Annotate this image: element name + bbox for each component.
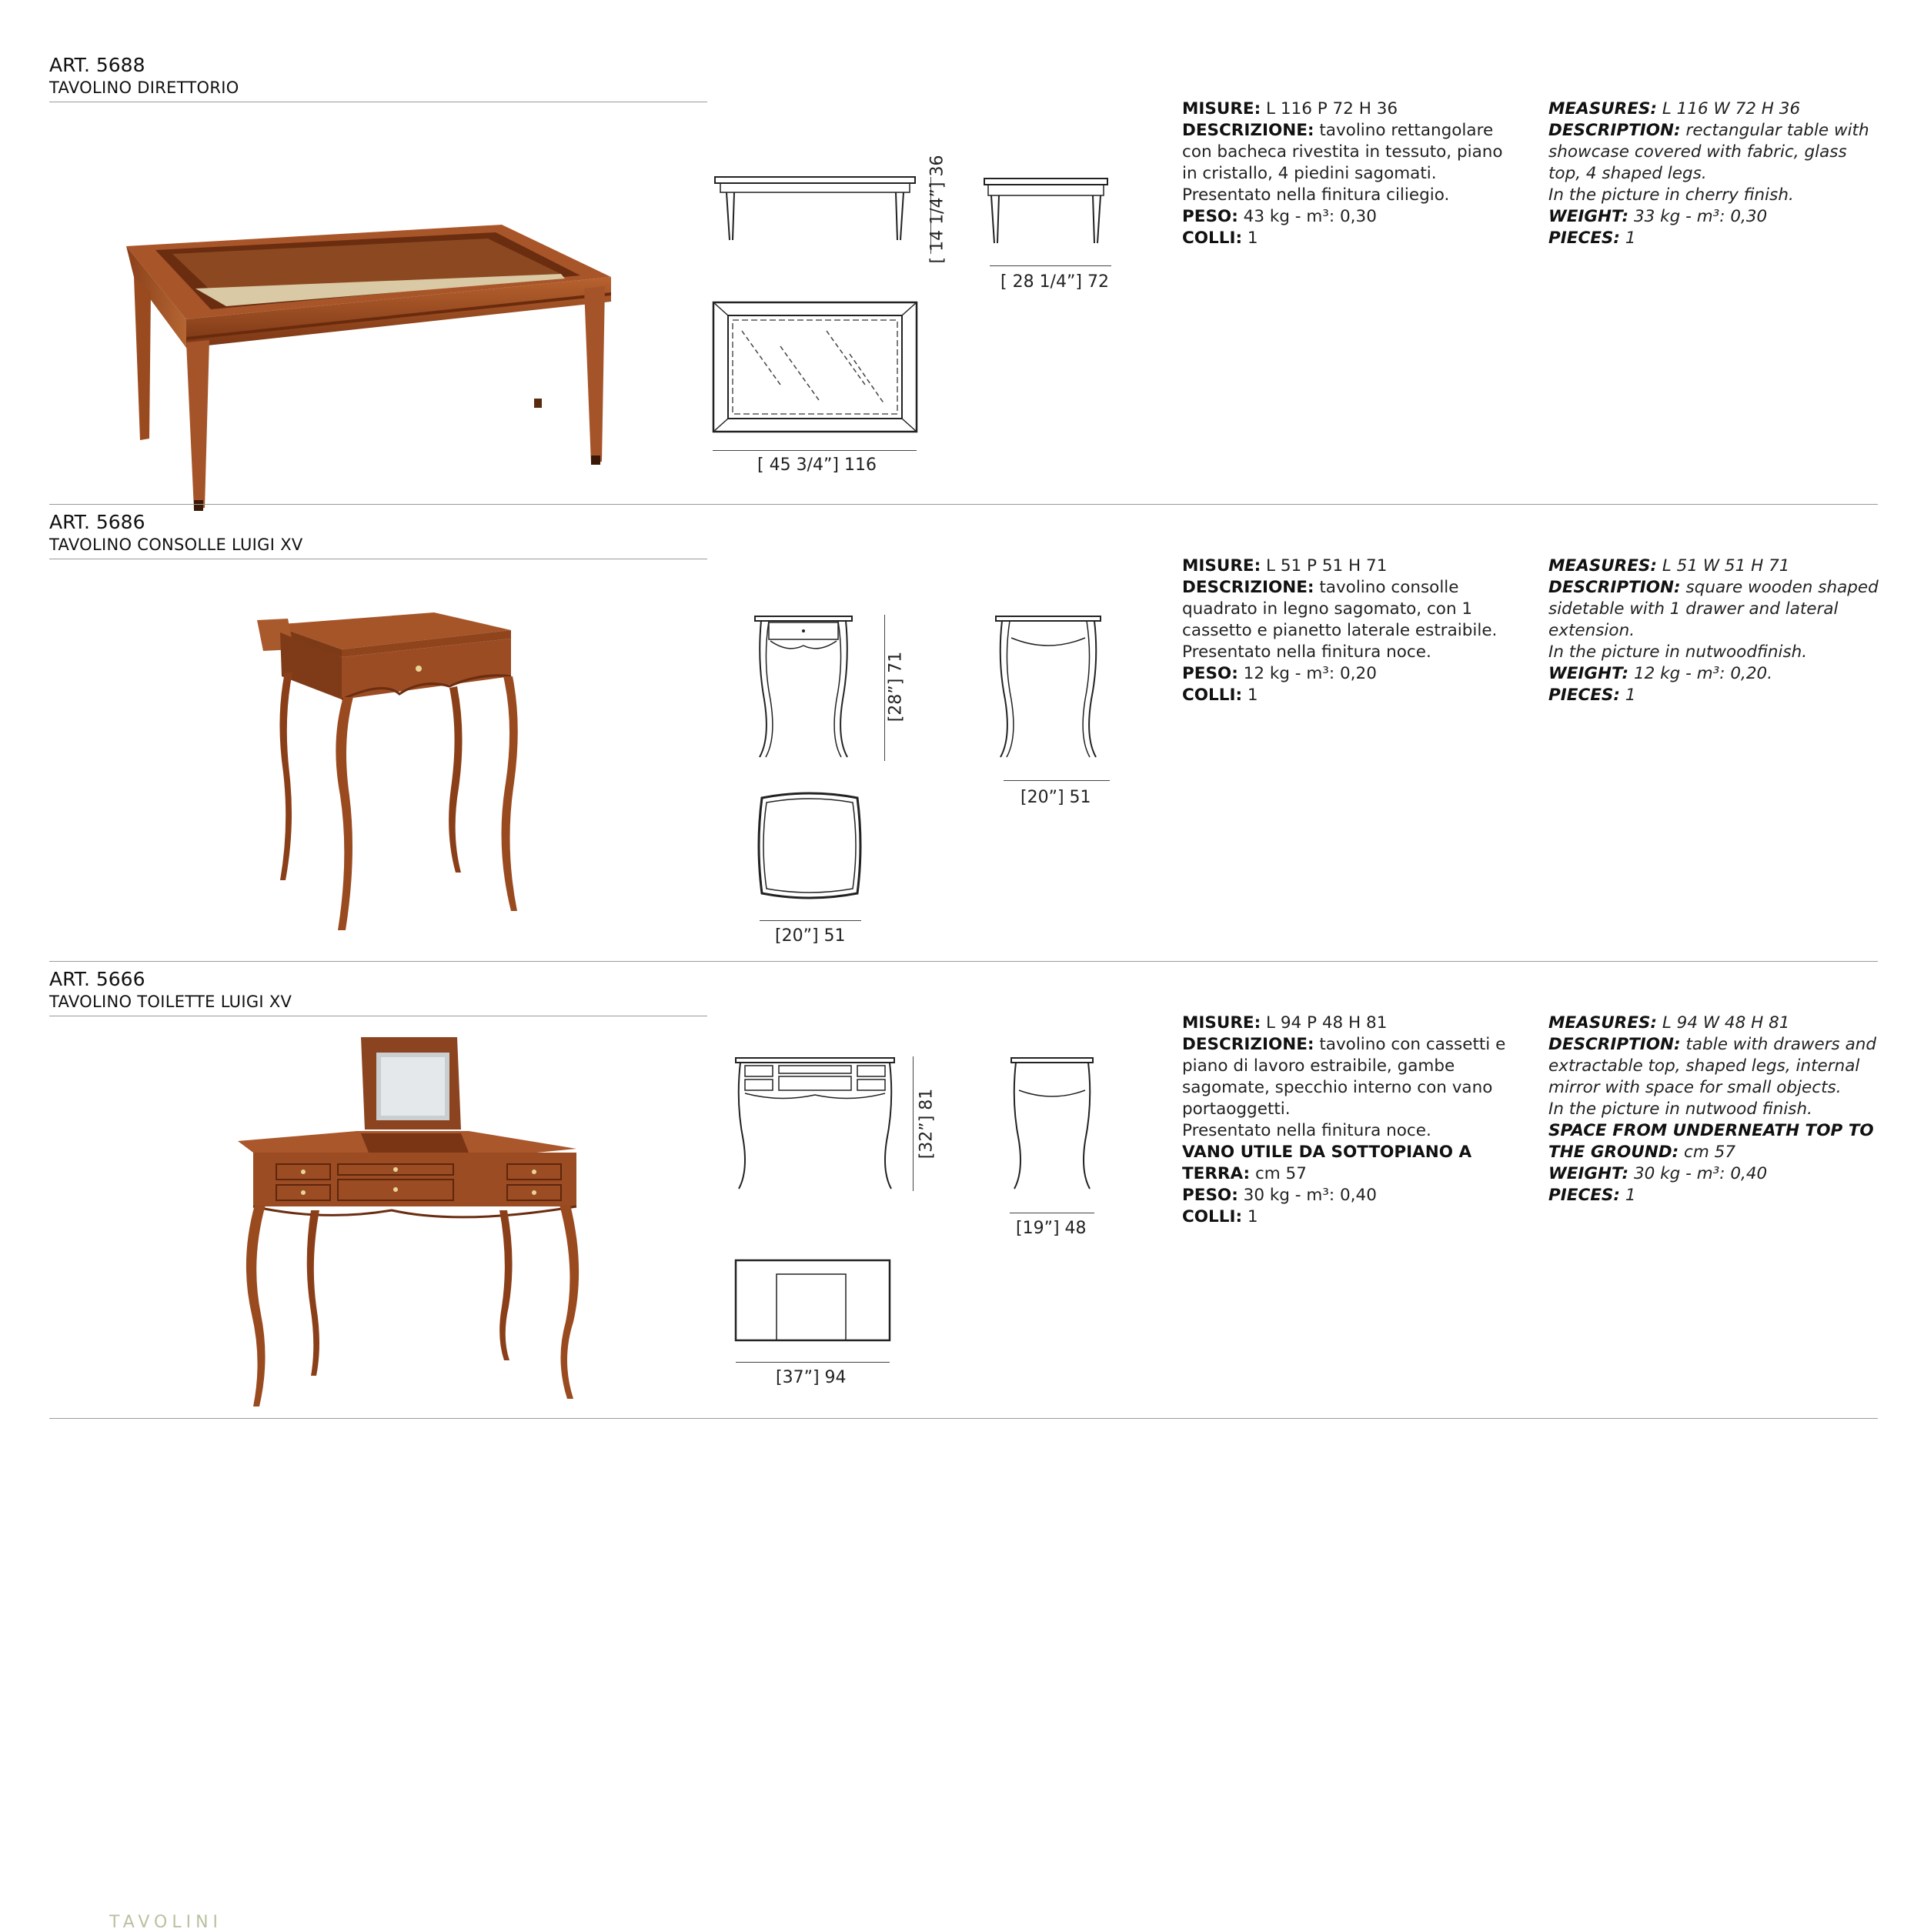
article-name: TAVOLINO TOILETTE LUIGI XV — [49, 993, 292, 1011]
label-space: SPACE FROM UNDERNEATH TOP TO THE GROUND: — [1548, 1121, 1874, 1162]
label-weight: WEIGHT: — [1548, 1164, 1629, 1183]
dimension-line-width — [713, 450, 917, 451]
dimension-line-height — [913, 1056, 914, 1191]
label-pieces: PIECES: — [1548, 229, 1620, 248]
value-peso: 12 kg - m³: 0,20 — [1238, 664, 1377, 683]
label-colli: COLLI: — [1182, 229, 1243, 248]
value-measures: L 51 W 51 H 71 — [1657, 556, 1790, 576]
label-description: DESCRIPTION: — [1548, 1035, 1681, 1054]
label-measures: MEASURES: — [1548, 556, 1657, 576]
spec-english — [1548, 556, 1879, 706]
drawing-front-view — [753, 615, 853, 761]
value-finish: In the picture in cherry finish. — [1548, 185, 1794, 205]
label-weight: WEIGHT: — [1548, 207, 1629, 226]
spec-italian — [1182, 98, 1521, 249]
value-colli: 1 — [1242, 229, 1258, 248]
label-misure: MISURE: — [1182, 1013, 1261, 1033]
section-divider — [49, 504, 1878, 505]
dimension-depth: [19”] 48 — [1016, 1219, 1087, 1238]
dimension-width: [ 45 3/4”] 116 — [757, 455, 877, 475]
drawing-side-view — [980, 177, 1111, 246]
label-weight: WEIGHT: — [1548, 664, 1629, 683]
dimension-depth: [ 28 1/4”] 72 — [1000, 272, 1109, 292]
drawing-front-view — [734, 1056, 896, 1191]
value-pieces: 1 — [1620, 229, 1636, 248]
label-description: DESCRIPTION: — [1548, 578, 1681, 597]
spec-italian — [1182, 1013, 1521, 1228]
value-pieces: 1 — [1620, 686, 1636, 705]
dimension-width: [20”] 51 — [775, 926, 846, 946]
value-misure: L 116 P 72 H 36 — [1261, 99, 1398, 118]
dimension-depth: [20”] 51 — [1020, 788, 1091, 807]
drawing-side-view — [1010, 1056, 1094, 1191]
value-peso: 30 kg - m³: 0,40 — [1238, 1186, 1377, 1205]
label-peso: PESO: — [1182, 207, 1238, 226]
section-art-5688 — [49, 54, 1878, 508]
label-pieces: PIECES: — [1548, 686, 1620, 705]
label-peso: PESO: — [1182, 1186, 1238, 1205]
dimension-line-width — [736, 1362, 890, 1363]
value-description: table with drawers and extractable top, shaped legs, internal mirror with space for small objects. — [1548, 1035, 1877, 1097]
value-finish: In the picture in nutwoodfinish. — [1548, 642, 1808, 662]
product-photo-coffee-table — [119, 215, 673, 516]
value-descrizione: tavolino consolle quadrato in legno sagomato, con 1 cassetto e pianetto laterale estraibile. — [1182, 578, 1498, 640]
dimension-height: [ 14 1/4”] 36 — [927, 155, 947, 264]
spec-italian — [1182, 556, 1521, 706]
value-descrizione: tavolino con cassetti e piano di lavoro estraibile, gambe sagomate, specchio interno con vano portaoggetti. — [1182, 1035, 1506, 1119]
drawing-top-view — [756, 792, 863, 899]
label-measures: MEASURES: — [1548, 99, 1657, 118]
dimension-line-depth — [990, 265, 1111, 266]
product-photo-toilette — [238, 1037, 584, 1414]
value-weight: 12 kg - m³: 0,20. — [1628, 664, 1773, 683]
label-colli: COLLI: — [1182, 686, 1243, 705]
article-code: ART. 5666 — [49, 968, 145, 990]
label-misure: MISURE: — [1182, 556, 1261, 576]
value-colli: 1 — [1242, 1207, 1258, 1226]
value-peso: 43 kg - m³: 0,30 — [1238, 207, 1377, 226]
dimension-height: [32”] 81 — [917, 1088, 937, 1160]
article-name: TAVOLINO CONSOLLE LUIGI XV — [49, 536, 303, 554]
value-pieces: 1 — [1620, 1186, 1636, 1205]
drawing-top-view — [711, 300, 919, 435]
value-finitura: Presentato nella finitura noce. — [1182, 1121, 1431, 1140]
value-weight: 30 kg - m³: 0,40 — [1628, 1164, 1768, 1183]
value-misure: L 51 P 51 H 71 — [1261, 556, 1388, 576]
value-descrizione: tavolino rettangolare con bacheca rivestita in tessuto, piano in cristallo, 4 piedini sagomati. — [1182, 121, 1503, 183]
label-description: DESCRIPTION: — [1548, 121, 1681, 140]
drawing-side-view — [994, 615, 1102, 761]
dimension-line-width — [760, 920, 861, 921]
label-measures: MEASURES: — [1548, 1013, 1657, 1033]
dimension-width: [37”] 94 — [776, 1368, 847, 1387]
dimension-line-height — [884, 615, 885, 761]
spec-english — [1548, 98, 1879, 249]
value-measures: L 94 W 48 H 81 — [1657, 1013, 1790, 1033]
value-finitura: Presentato nella finitura ciliegio. — [1182, 185, 1450, 205]
label-misure: MISURE: — [1182, 99, 1261, 118]
label-colli: COLLI: — [1182, 1207, 1243, 1226]
article-code: ART. 5686 — [49, 511, 145, 533]
footer-category-mark: TAVOLINI — [109, 1913, 223, 1932]
drawing-top-view — [734, 1259, 892, 1343]
value-finish: In the picture in nutwood finish. — [1548, 1099, 1812, 1119]
value-description: square wooden shaped sidetable with 1 drawer and lateral extension. — [1548, 578, 1879, 640]
article-code: ART. 5688 — [49, 54, 145, 76]
label-descrizione: DESCRIZIONE: — [1182, 121, 1314, 140]
section-art-5666 — [49, 968, 1878, 1422]
value-description: rectangular table with showcase covered with fabric, glass top, 4 shaped legs. — [1548, 121, 1869, 183]
value-space: cm 57 — [1678, 1143, 1736, 1162]
drawing-front-view — [711, 169, 919, 246]
value-finitura: Presentato nella finitura noce. — [1182, 642, 1431, 662]
product-photo-consolle — [257, 603, 534, 942]
dimension-height: [28”] 71 — [886, 651, 906, 722]
dimension-line-depth — [1004, 780, 1110, 781]
section-art-5686 — [49, 511, 1878, 965]
label-vano: VANO UTILE DA SOTTOPIANO A TERRA: — [1182, 1143, 1472, 1183]
label-descrizione: DESCRIZIONE: — [1182, 1035, 1314, 1054]
value-vano: cm 57 — [1250, 1164, 1307, 1183]
section-divider — [49, 961, 1878, 962]
article-name: TAVOLINO DIRETTORIO — [49, 78, 239, 97]
section-divider — [49, 1418, 1878, 1419]
value-misure: L 94 P 48 H 81 — [1261, 1013, 1388, 1033]
value-weight: 33 kg - m³: 0,30 — [1628, 207, 1768, 226]
value-measures: L 116 W 72 H 36 — [1657, 99, 1801, 118]
label-pieces: PIECES: — [1548, 1186, 1620, 1205]
label-descrizione: DESCRIZIONE: — [1182, 578, 1314, 597]
value-colli: 1 — [1242, 686, 1258, 705]
spec-english — [1548, 1013, 1879, 1206]
label-peso: PESO: — [1182, 664, 1238, 683]
